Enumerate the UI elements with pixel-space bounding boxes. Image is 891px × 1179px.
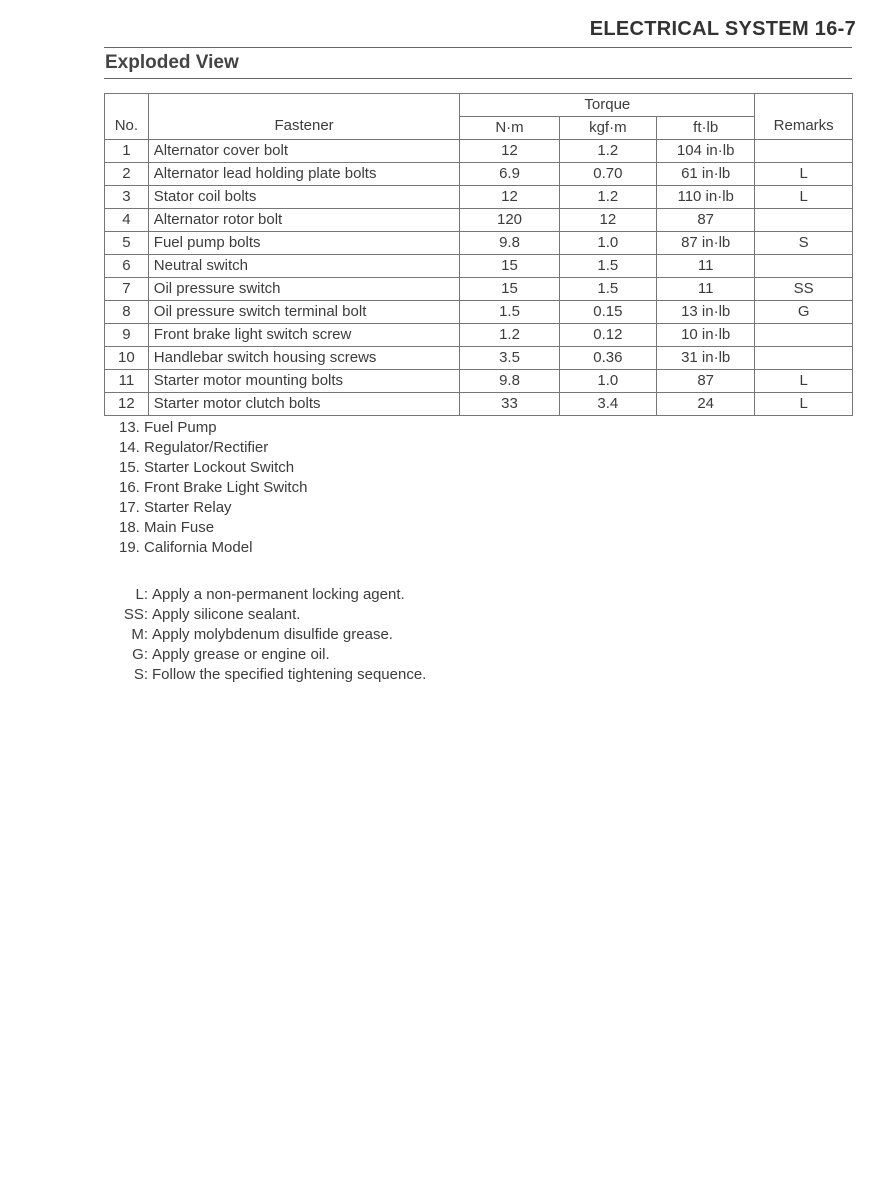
cell-fastener: Alternator cover bolt [148,140,460,163]
part-item: 14. Regulator/Rectifier [119,439,269,456]
note-text: Apply a non-permanent locking agent. [152,586,405,603]
page-title: Exploded View [105,52,239,73]
note-code: M: [131,626,148,643]
cell-kgfm: 1.5 [559,278,656,301]
cell-kgfm: 0.15 [559,301,656,324]
part-item: 19. California Model [119,539,253,556]
section-header: ELECTRICAL SYSTEM 16-7 [589,18,856,40]
header-nm: N·m [460,117,559,140]
cell-fastener: Oil pressure switch terminal bolt [148,301,460,324]
cell-nm: 12 [460,140,559,163]
cell-no: 3 [105,186,149,209]
cell-ftlb: 110 in·lb [657,186,755,209]
cell-ftlb: 87 [657,209,755,232]
cell-nm: 1.2 [460,324,559,347]
cell-fastener: Alternator lead holding plate bolts [148,163,460,186]
note-code: L: [135,586,148,603]
header-remarks: Remarks [755,94,853,140]
part-item: 16. Front Brake Light Switch [119,479,308,496]
table-row [105,278,853,301]
parts-list [119,418,307,558]
header-no: No. [105,94,149,140]
cell-fastener: Handlebar switch housing screws [148,347,460,370]
header-ftlb: ft·lb [657,117,755,140]
cell-ftlb: 24 [657,393,755,416]
cell-fastener: Neutral switch [148,255,460,278]
cell-no: 9 [105,324,149,347]
cell-remarks: SS [755,278,853,301]
cell-remarks [755,324,853,347]
cell-no: 10 [105,347,149,370]
cell-no: 5 [105,232,149,255]
note-text: Apply grease or engine oil. [152,646,330,663]
cell-no: 6 [105,255,149,278]
note-code: S: [133,666,148,683]
cell-remarks [755,140,853,163]
cell-no: 1 [105,140,149,163]
note-item [104,625,426,645]
cell-ftlb: 87 in·lb [657,232,755,255]
table-row [105,163,853,186]
cell-no: 4 [105,209,149,232]
part-item: 18. Main Fuse [119,519,215,536]
cell-remarks: L [755,186,853,209]
cell-no: 12 [105,393,149,416]
cell-remarks: G [755,301,853,324]
cell-kgfm: 0.70 [559,163,656,186]
torque-table [104,93,853,416]
note-code: G: [132,646,148,663]
cell-ftlb: 13 in·lb [657,301,755,324]
cell-nm: 12 [460,186,559,209]
note-text: Apply silicone sealant. [152,606,301,623]
cell-nm: 33 [460,393,559,416]
note-item [104,645,426,665]
header-rule-bottom [104,78,852,79]
cell-fastener: Stator coil bolts [148,186,460,209]
cell-no: 7 [105,278,149,301]
cell-kgfm: 0.36 [559,347,656,370]
cell-ftlb: 10 in·lb [657,324,755,347]
header-kgfm: kgf·m [559,117,656,140]
part-item: 15. Starter Lockout Switch [119,459,295,476]
cell-kgfm: 12 [559,209,656,232]
table-row [105,232,853,255]
cell-fastener: Starter motor clutch bolts [148,393,460,416]
cell-no: 8 [105,301,149,324]
table-row [105,370,853,393]
cell-kgfm: 0.12 [559,324,656,347]
cell-nm: 15 [460,255,559,278]
cell-ftlb: 11 [657,278,755,301]
cell-ftlb: 31 in·lb [657,347,755,370]
part-item: 13. Fuel Pump [119,419,217,436]
cell-remarks: L [755,370,853,393]
part-item: 17. Starter Relay [119,499,232,516]
cell-fastener: Front brake light switch screw [148,324,460,347]
table-row [105,255,853,278]
cell-kgfm: 1.2 [559,140,656,163]
cell-fastener: Oil pressure switch [148,278,460,301]
note-text: Follow the specified tightening sequence. [152,666,427,683]
cell-no: 2 [105,163,149,186]
cell-nm: 15 [460,278,559,301]
header-fastener: Fastener [148,94,460,140]
cell-nm: 3.5 [460,347,559,370]
cell-ftlb: 87 [657,370,755,393]
remarks-legend [104,585,426,685]
table-row [105,186,853,209]
note-item [104,605,426,625]
note-item [104,665,426,685]
table-row [105,209,853,232]
table-row [105,140,853,163]
cell-kgfm: 1.0 [559,370,656,393]
cell-kgfm: 1.0 [559,232,656,255]
cell-no: 11 [105,370,149,393]
cell-fastener: Starter motor mounting bolts [148,370,460,393]
cell-remarks [755,347,853,370]
note-code: SS: [123,606,148,623]
cell-ftlb: 11 [657,255,755,278]
cell-kgfm: 1.5 [559,255,656,278]
cell-ftlb: 104 in·lb [657,140,755,163]
cell-remarks: S [755,232,853,255]
table-row [105,393,853,416]
cell-fastener: Alternator rotor bolt [148,209,460,232]
table-row [105,324,853,347]
cell-nm: 6.9 [460,163,559,186]
table-row [105,301,853,324]
cell-nm: 9.8 [460,232,559,255]
cell-remarks: L [755,393,853,416]
note-text: Apply molybdenum disulfide grease. [152,626,393,643]
cell-remarks [755,255,853,278]
cell-kgfm: 1.2 [559,186,656,209]
cell-fastener: Fuel pump bolts [148,232,460,255]
note-item [104,585,426,605]
table-row [105,347,853,370]
header-rule-top [104,47,852,48]
table-header-row-1 [105,94,853,117]
cell-ftlb: 61 in·lb [657,163,755,186]
cell-remarks [755,209,853,232]
cell-nm: 1.5 [460,301,559,324]
cell-nm: 120 [460,209,559,232]
cell-nm: 9.8 [460,370,559,393]
cell-kgfm: 3.4 [559,393,656,416]
header-torque: Torque [460,94,755,117]
cell-remarks: L [755,163,853,186]
